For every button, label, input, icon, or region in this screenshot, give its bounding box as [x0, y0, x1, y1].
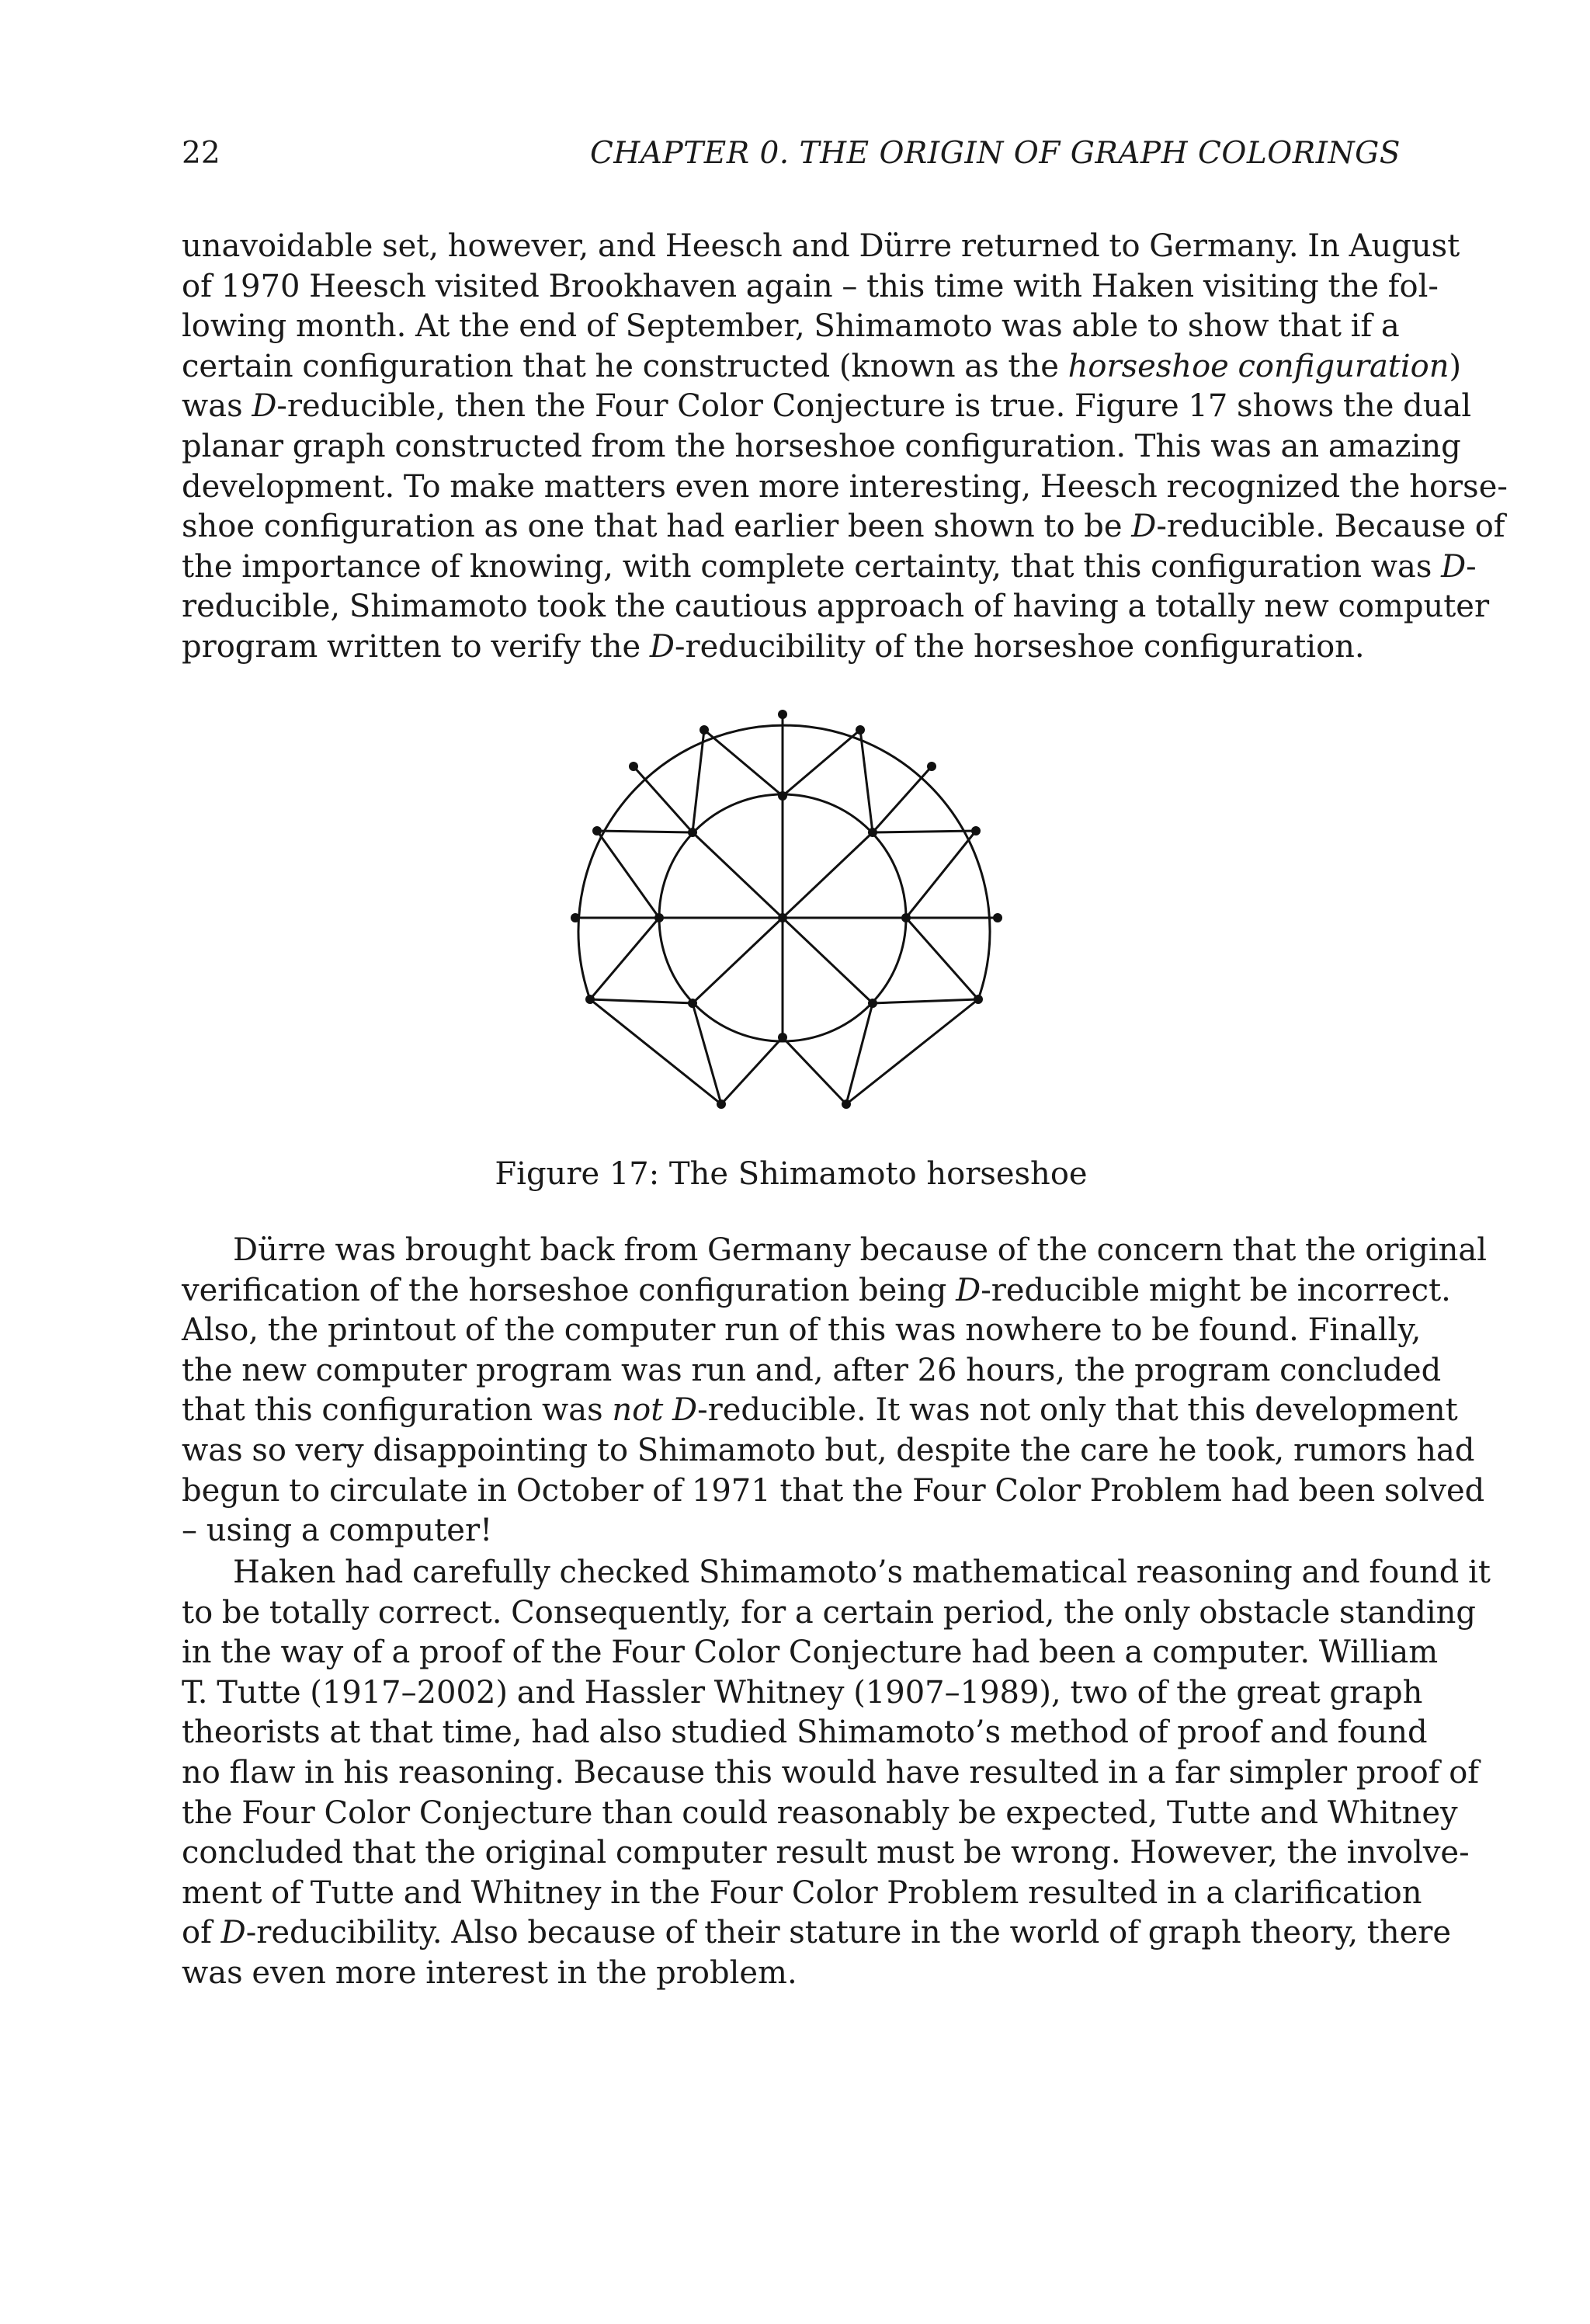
text-line: was even more interest in the problem. — [182, 1954, 797, 1991]
text-line: certain configuration that he constructed (known as the horseshoe configuration) — [182, 348, 1462, 384]
graph-edge — [873, 766, 932, 832]
text-line: concluded that the original computer result must be wrong. However, the involve- — [182, 1835, 1470, 1871]
graph-edge — [846, 1003, 873, 1104]
graph-edge — [590, 918, 659, 999]
term-horseshoe-configuration: horseshoe configuration — [1068, 348, 1449, 384]
text-line: the importance of knowing, with complete certainty, that this configuration was D- — [182, 548, 1477, 585]
text-line: Also, the printout of the computer run of this was nowhere to be found. Finally, — [182, 1312, 1422, 1349]
graph-vertex — [717, 1099, 726, 1109]
graph-edge — [873, 999, 978, 1003]
figure-17 — [559, 707, 1025, 1126]
graph-vertex — [778, 913, 787, 922]
text-line: shoe configuration as one that had earlier been shown to be D-reducible. Because of — [182, 509, 1505, 545]
horseshoe-graph — [559, 707, 1025, 1126]
text-line: of D-reducibility. Also because of their stature in the world of graph theory, there — [182, 1915, 1452, 1951]
page-number: 22 — [182, 136, 220, 171]
graph-edge — [846, 999, 978, 1104]
text-line: was D-reducible, then the Four Color Conjecture is true. Figure 17 shows the dual — [182, 388, 1472, 425]
graph-edge — [906, 831, 976, 918]
graph-edge — [783, 730, 860, 796]
graph-vertex — [842, 1099, 851, 1109]
graph-edge — [704, 730, 783, 796]
text-line: – using a computer! — [182, 1513, 493, 1549]
figure-caption: Figure 17: The Shimamoto horseshoe — [495, 1156, 1088, 1192]
text-line: Dürre was brought back from Germany because of the concern that the original — [233, 1232, 1488, 1268]
graph-vertex — [688, 828, 697, 837]
graph-edge — [693, 918, 783, 1003]
graph-vertex — [868, 999, 877, 1008]
text-line: reducible, Shimamoto took the cautious approach of having a totally new computer — [182, 589, 1490, 625]
graph-edges — [575, 714, 998, 1104]
chapter-title: CHAPTER 0. THE ORIGIN OF GRAPH COLORINGS — [589, 136, 1401, 171]
text-line: that this configuration was not D-reducible. It was not only that this development — [182, 1392, 1458, 1429]
text-line: the Four Color Conjecture than could reasonably be expected, Tutte and Whitney — [182, 1794, 1458, 1831]
graph-vertex — [927, 762, 936, 771]
graph-edge — [783, 832, 873, 918]
graph-vertex — [654, 913, 664, 922]
text-line: begun to circulate in October of 1971 that the Four Color Problem had been solved — [182, 1472, 1485, 1509]
graph-vertex — [778, 710, 787, 719]
graph-vertex — [629, 762, 638, 771]
text-line: in the way of a proof of the Four Color Conjecture had been a computer. William — [182, 1634, 1439, 1671]
graph-vertex — [974, 995, 983, 1004]
text-line: to be totally correct. Consequently, for a certain period, the only obstacle standing — [182, 1594, 1477, 1631]
text-line: program written to verify the D-reducibility of the horseshoe configuration. — [182, 628, 1365, 665]
graph-edge — [590, 999, 721, 1104]
graph-vertex — [778, 791, 787, 801]
text-line: was so very disappointing to Shimamoto but, despite the care he took, rumors had — [182, 1432, 1475, 1468]
graph-vertex — [993, 913, 1002, 922]
graph-edge — [721, 1037, 783, 1104]
graph-vertex — [778, 1033, 787, 1042]
paragraph-haken — [182, 1553, 1491, 1994]
graph-vertex — [700, 725, 709, 735]
graph-vertex — [585, 995, 595, 1004]
graph-vertex — [856, 725, 865, 735]
text-line: theorists at that time, had also studied Shimamoto’s method of proof and found — [182, 1714, 1428, 1751]
text-line: development. To make matters even more interesting, Heesch recognized the horse- — [182, 468, 1508, 505]
graph-edge — [590, 999, 693, 1003]
graph-edge — [693, 1003, 721, 1104]
graph-vertex — [592, 826, 602, 835]
paragraph-intro — [182, 227, 1508, 668]
text-line: planar graph constructed from the horseshoe configuration. This was an amazing — [182, 428, 1461, 464]
running-head — [182, 130, 1401, 177]
text-line: Haken had carefully checked Shimamoto’s mathematical reasoning and found it — [233, 1555, 1491, 1590]
text-line: of 1970 Heesch visited Brookhaven again – this time with Haken visiting the fol- — [182, 268, 1439, 304]
graph-edge — [783, 1037, 846, 1104]
graph-edge — [906, 918, 978, 999]
graph-vertex — [688, 999, 697, 1008]
text-line: unavoidable set, however, and Heesch and Dürre returned to Germany. In August — [182, 228, 1460, 264]
text-line: T. Tutte (1917–2002) and Hassler Whitney (1907–1989), two of the great graph — [182, 1674, 1423, 1711]
graph-edge — [634, 766, 693, 832]
graph-edge — [693, 832, 783, 918]
graph-vertex — [971, 826, 981, 835]
text-line: no flaw in his reasoning. Because this would have resulted in a far simpler proof of — [182, 1754, 1480, 1791]
graph-edge — [597, 831, 659, 918]
graph-edge — [783, 918, 873, 1003]
text-line: the new computer program was run and, after 26 hours, the program concluded — [182, 1352, 1442, 1388]
graph-edge — [873, 831, 976, 832]
paragraph-durre — [182, 1231, 1488, 1551]
graph-nodes — [571, 710, 1002, 1109]
graph-vertex — [868, 828, 877, 837]
graph-vertex — [901, 913, 911, 922]
graph-vertex — [571, 913, 580, 922]
graph-edge — [597, 831, 693, 832]
text-line: verification of the horseshoe configuration being D-reducible might be incorrect. — [182, 1272, 1451, 1308]
text-line: lowing month. At the end of September, Shimamoto was able to show that if a — [182, 308, 1400, 345]
text-line: ment of Tutte and Whitney in the Four Color Problem resulted in a clarification — [182, 1874, 1422, 1911]
